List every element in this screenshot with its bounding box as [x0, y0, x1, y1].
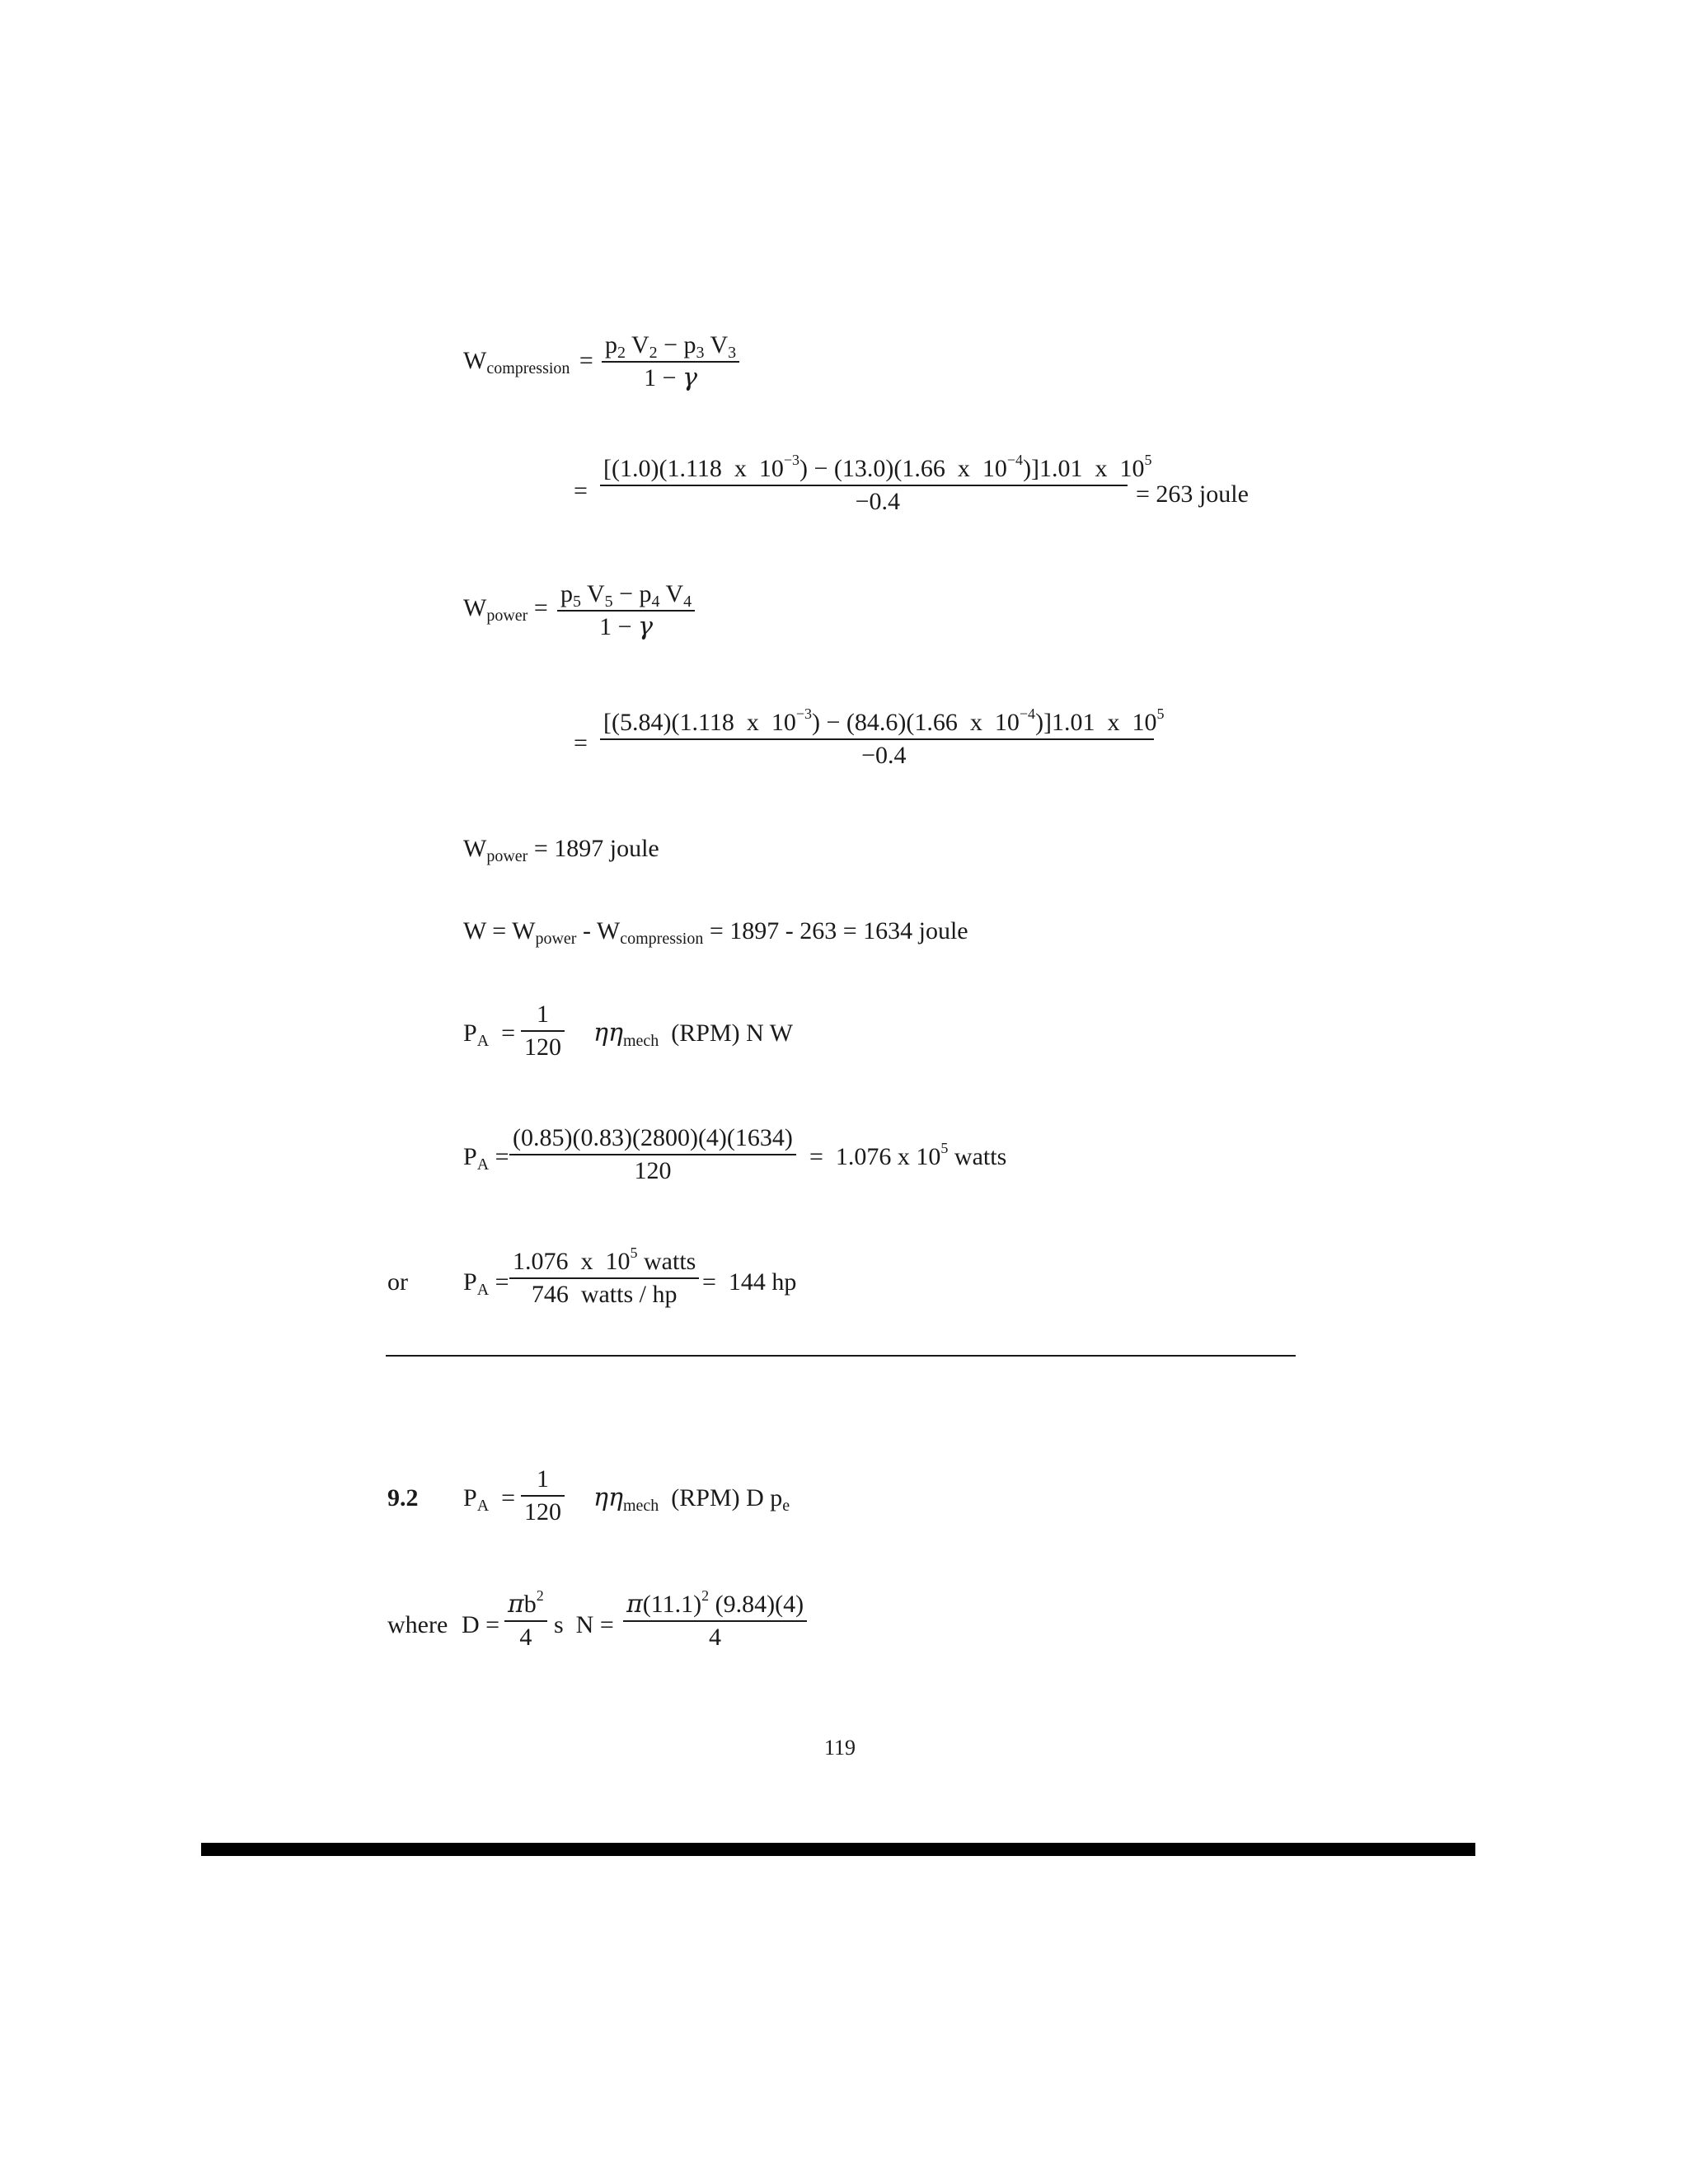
eq-wcompression-lhs: $W_{compression}$ = [463, 347, 593, 377]
eq-power-value-lhs: $P_A$ = [463, 1143, 509, 1174]
numerator: [(5.84)(1.118 x $10^{-3}) - (84.6)(1.66$ x $10^{-4})]1.01$ x $10^5$ [603, 705, 1165, 736]
numerator: 1 [537, 1001, 549, 1028]
eq-power-value-fraction [509, 1122, 796, 1187]
prefix-or: or [387, 1268, 408, 1296]
eq-wcompression-value-equals: = [574, 477, 588, 504]
numerator: [(1.0)(1.118 x $10^{-3}) - (13.0)(1.66$ x $10^{-4})]1.01$ x $10^5$ [603, 452, 1152, 482]
eq-92-power-rhs: $\eta\eta_{mech}$ (RPM) D $p_e$ [593, 1483, 790, 1515]
numerator: $p_5$ $V_5 - p_4$ $V_4$ [560, 580, 692, 611]
prefix-where: where [387, 1611, 448, 1638]
eq-power-hp-fraction [509, 1246, 699, 1310]
page-number: 119 [824, 1736, 856, 1760]
eq-wpower-result: $W_{power} = 1897$ joule [463, 835, 659, 865]
section-number: 9.2 [387, 1484, 419, 1511]
eq-wpower-value-equals: = [574, 729, 588, 757]
eq-power-hp-rhs: = 144 hp [702, 1268, 797, 1296]
eq-power-formula-rhs: $\eta\eta_{mech}$ (RPM) N W [593, 1019, 794, 1050]
eq-displacement-lhs: D = [462, 1611, 500, 1638]
eq-wpower-lhs: $W_{power}$ = [463, 594, 548, 625]
eq-wpower-fraction [557, 579, 695, 643]
eq-92-power-lhs: $P_A$ = [463, 1484, 516, 1515]
eq-displacement-mid: s N = [554, 1611, 614, 1638]
section-separator-rule [386, 1355, 1296, 1357]
eq-wcompression-value-fraction [600, 453, 1156, 518]
eq-wpower-value-fraction [600, 707, 1168, 771]
denominator: 746 watts / hp [531, 1281, 678, 1308]
numerator: $p_2$ $V_2 - p_3$ $V_3$ [605, 331, 737, 362]
eq-power-formula-fraction [521, 999, 565, 1063]
eq-power-formula-lhs: $P_A$ = [463, 1019, 516, 1050]
denominator: 120 [524, 1498, 561, 1526]
page-bottom-bar [201, 1843, 1475, 1856]
numerator: 1 [537, 1465, 549, 1493]
denominator: 1 − γ [644, 363, 698, 392]
eq-displacement-fraction-2 [623, 1589, 807, 1653]
denominator: 4 [709, 1624, 722, 1651]
eq-net-work: $W = W_{power} - W_{compression} = 1897 - 263 = 1634$ joule [463, 917, 968, 948]
numerator: (0.85)(0.83)(2800)(4)(1634) [513, 1124, 793, 1151]
numerator: $\pi(11.1)^2$ (9.84)(4) [626, 1587, 804, 1619]
eq-power-hp-lhs: $P_A$ = [463, 1268, 509, 1299]
denominator: 120 [634, 1157, 672, 1184]
numerator: 1.076 x $10^5$ watts [513, 1244, 696, 1275]
denominator: −0.4 [861, 742, 907, 769]
eq-displacement-fraction-1 [504, 1589, 547, 1653]
denominator: −0.4 [855, 488, 900, 515]
denominator: 1 − γ [599, 612, 654, 641]
eq-wcompression-result: = 263 joule [1136, 480, 1249, 508]
eq-power-value-rhs: = 1.076 x $10^5$ watts [809, 1140, 1007, 1170]
denominator: 4 [519, 1624, 532, 1651]
denominator: 120 [524, 1033, 561, 1061]
eq-wcompression-fraction [602, 330, 739, 394]
numerator: $\pi b^2$ [508, 1587, 544, 1619]
eq-92-power-fraction [521, 1464, 565, 1528]
